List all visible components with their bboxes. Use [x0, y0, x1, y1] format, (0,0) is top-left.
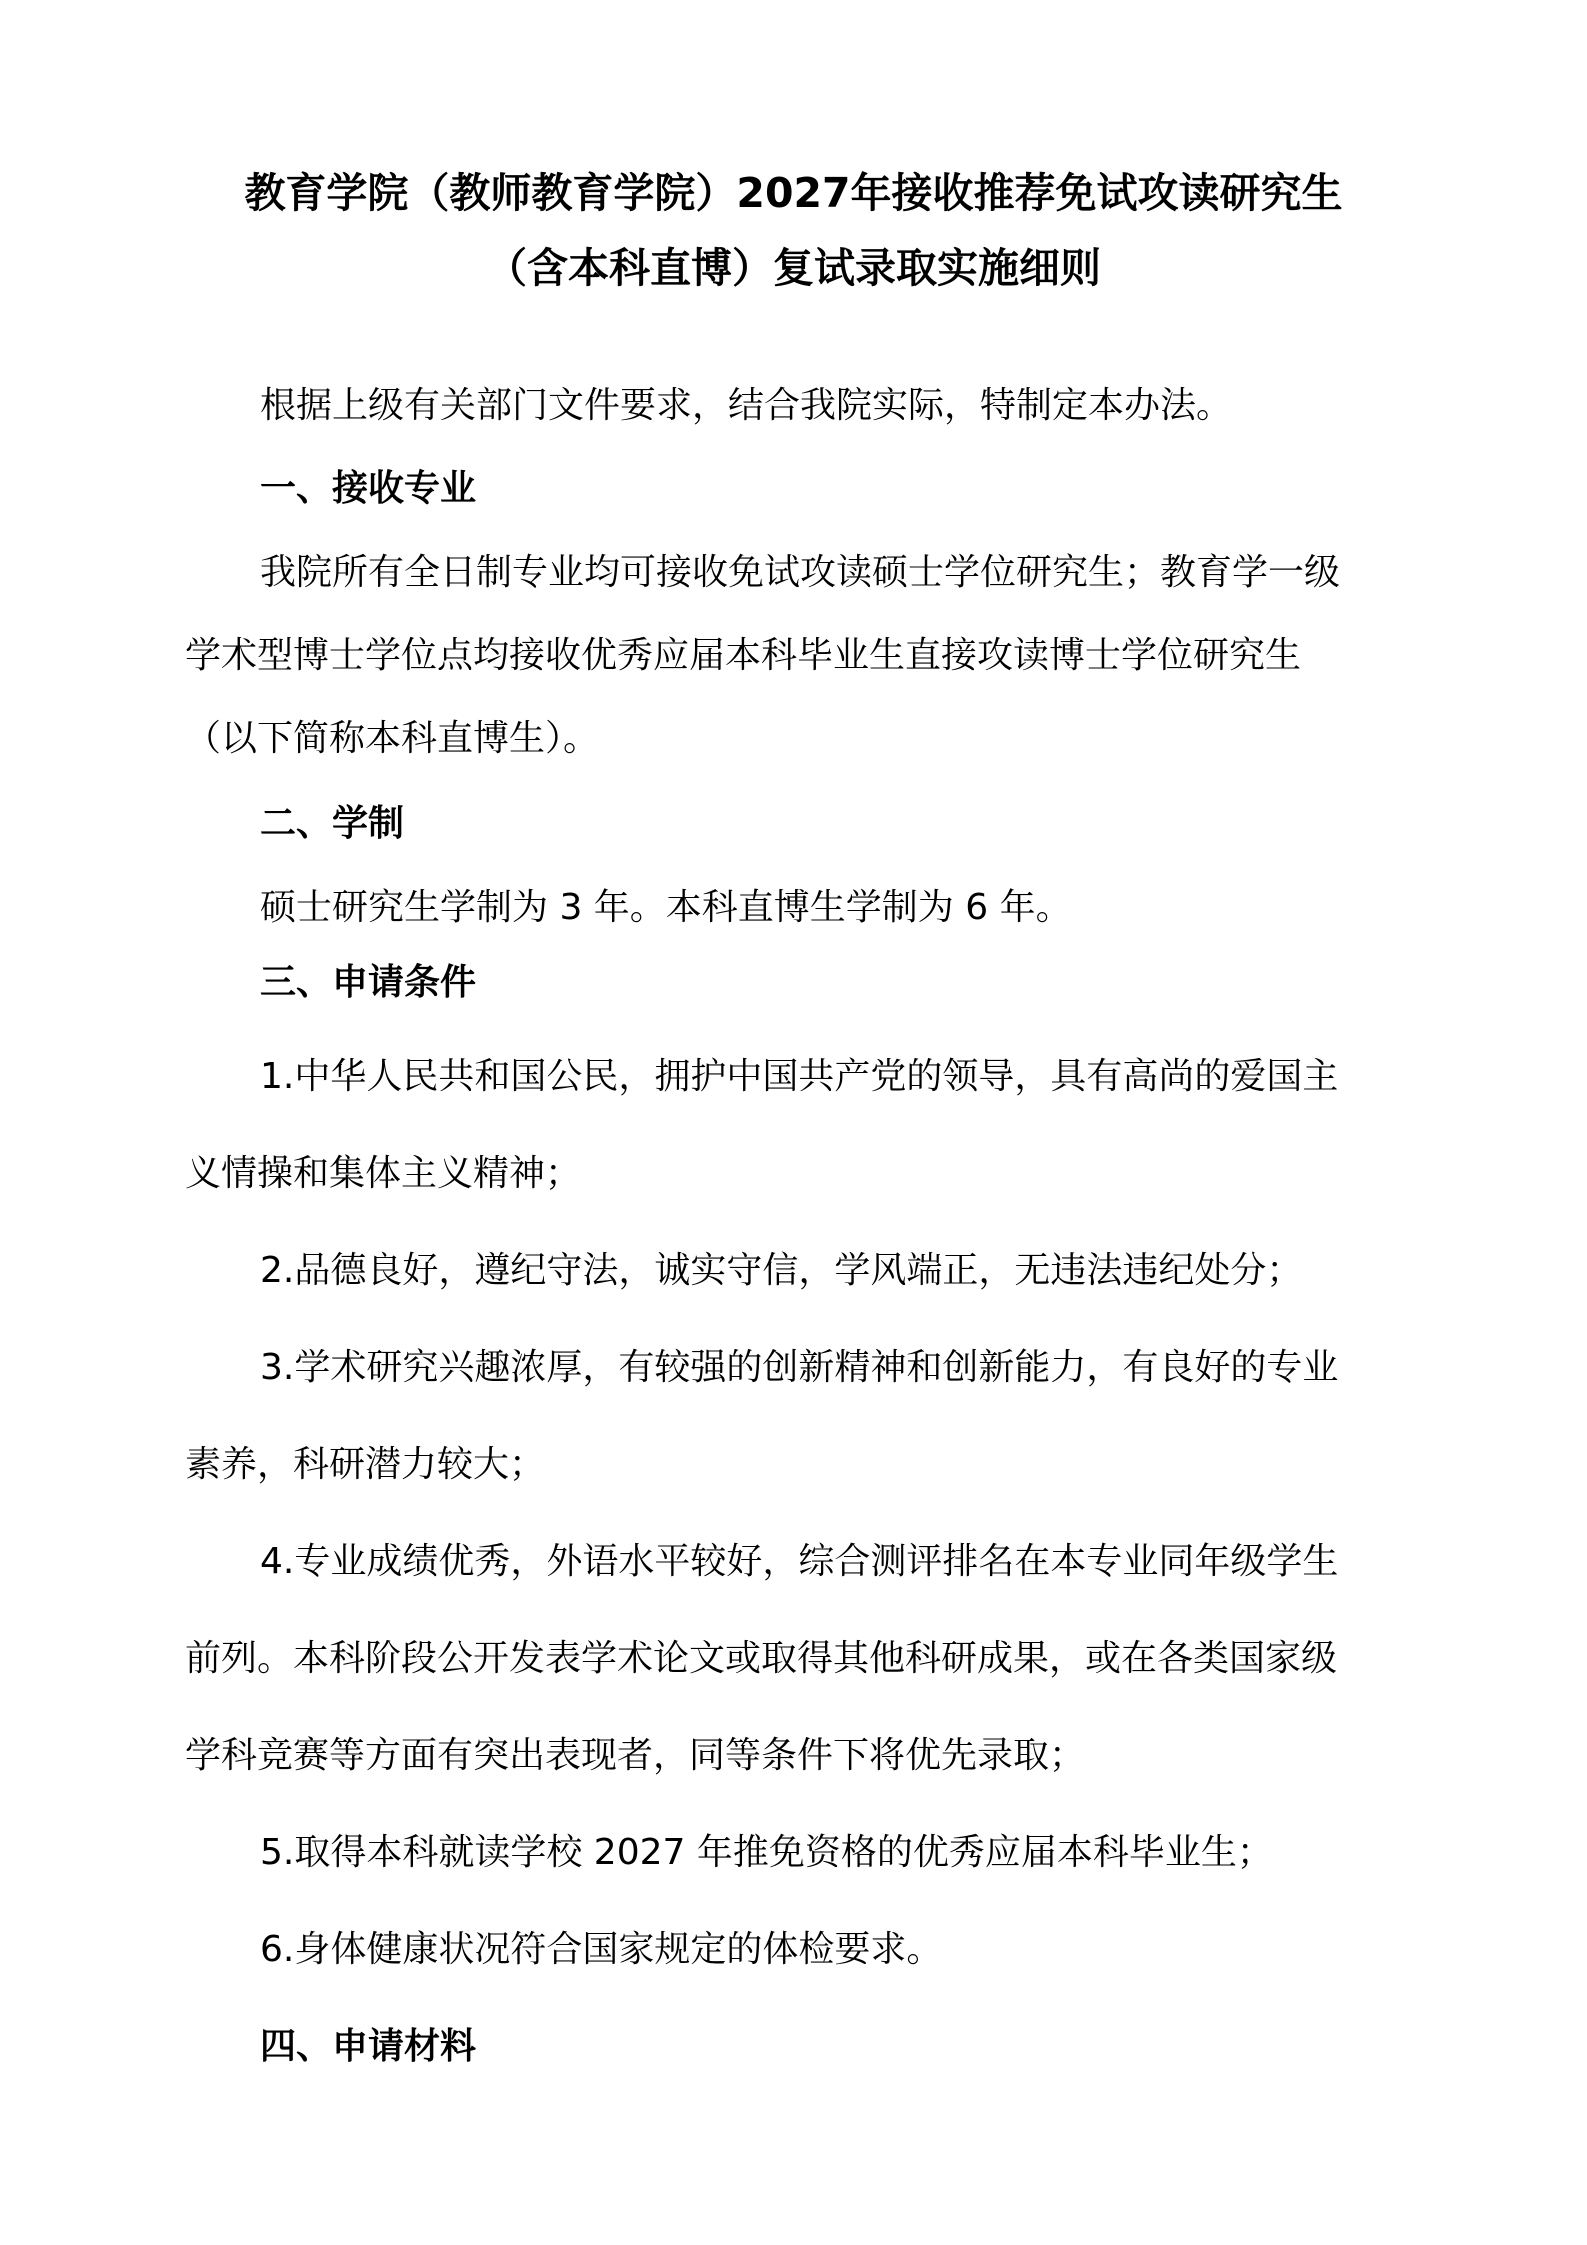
section-heading-duration: 二、学制	[260, 803, 405, 844]
requirement-6: 6.身体健康状况符合国家规定的体检要求。	[260, 1929, 943, 1970]
section-heading-majors: 一、接收专业	[260, 468, 477, 509]
duration-paragraph: 硕士研究生学制为 3 年。本科直博生学制为 6 年。	[260, 887, 1072, 928]
document-title-line-2: （含本科直博）复试录取实施细则	[486, 244, 1101, 292]
requirement-4-line-1: 4.专业成绩优秀，外语水平较好，综合测评排名在本专业同年级学生	[260, 1541, 1339, 1582]
intro-paragraph: 根据上级有关部门文件要求，结合我院实际，特制定本办法。	[260, 385, 1233, 426]
majors-paragraph-line-1: 我院所有全日制专业均可接收免试攻读硕士学位研究生；教育学一级	[260, 552, 1341, 593]
section-heading-requirements: 三、申请条件	[260, 962, 477, 1003]
requirement-2: 2.品德良好，遵纪守法，诚实守信，学风端正，无违法违纪处分；	[260, 1250, 1303, 1291]
requirement-1-line-2: 义情操和集体主义精神；	[185, 1153, 582, 1194]
requirement-4-line-3: 学科竞赛等方面有突出表现者，同等条件下将优先录取；	[185, 1735, 1086, 1776]
requirement-1-line-1: 1.中华人民共和国公民，拥护中国共产党的领导，具有高尚的爱国主	[260, 1056, 1339, 1097]
document-title-line-1: 教育学院（教师教育学院）2027年接收推荐免试攻读研究生	[244, 169, 1343, 217]
requirement-5: 5.取得本科就读学校 2027 年推免资格的优秀应届本科毕业生；	[260, 1832, 1273, 1873]
requirement-3-line-2: 素养，科研潜力较大；	[185, 1444, 546, 1485]
majors-paragraph-line-3: （以下简称本科直博生）。	[185, 718, 600, 759]
majors-paragraph-line-2: 学术型博士学位点均接收优秀应届本科毕业生直接攻读博士学位研究生	[185, 635, 1302, 676]
section-heading-materials: 四、申请材料	[260, 2026, 477, 2067]
requirement-3-line-1: 3.学术研究兴趣浓厚，有较强的创新精神和创新能力，有良好的专业	[260, 1347, 1339, 1388]
requirement-4-line-2: 前列。本科阶段公开发表学术论文或取得其他科研成果，或在各类国家级	[185, 1638, 1338, 1679]
